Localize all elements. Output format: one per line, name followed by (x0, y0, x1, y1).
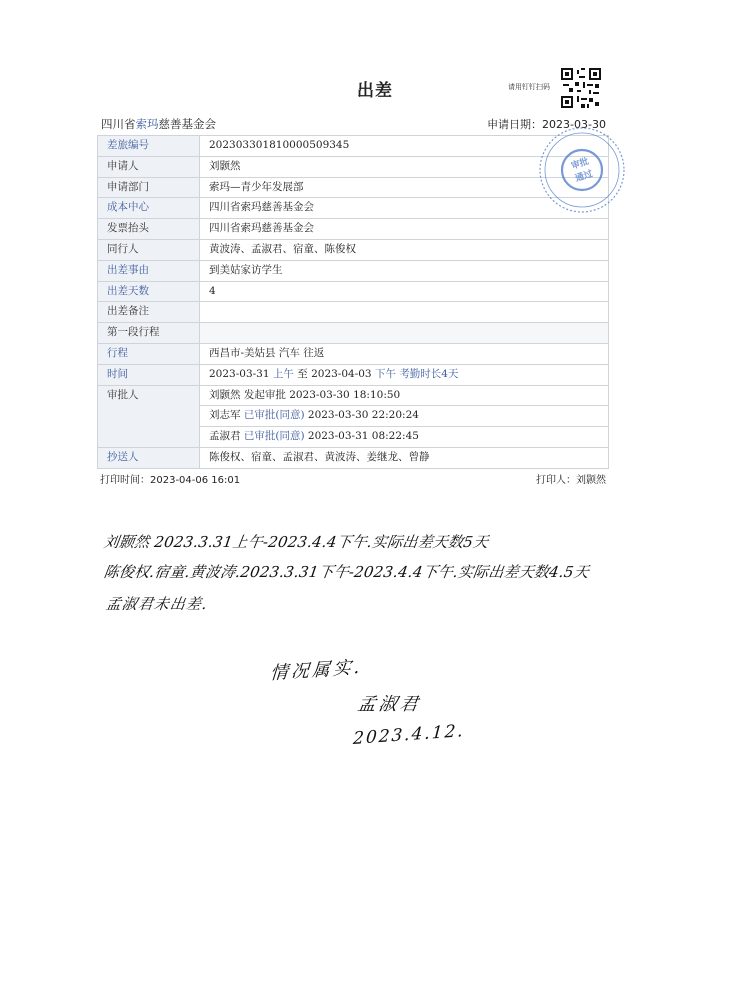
field-label: 出差备注 (98, 302, 200, 323)
time-duration: 考勤时长4天 (399, 367, 459, 380)
cc-value: 陈俊权、宿童、孟淑君、黄波涛、姜继龙、曾静 (200, 447, 609, 468)
approver-action: 已审批(同意) (243, 430, 305, 443)
travel-details-table (97, 135, 609, 469)
section-row (98, 323, 609, 344)
field-value: 四川省索玛慈善基金会 (200, 198, 609, 219)
field-row (98, 260, 609, 281)
time-label: 时间 (98, 364, 200, 385)
approver-entry (200, 385, 609, 406)
field-row (98, 156, 609, 177)
field-value: 202303301810000509345 (200, 136, 609, 157)
handwritten-signature: 孟淑君 (356, 694, 423, 715)
approver-time: 2023-03-31 08:22:45 (307, 430, 419, 443)
approver-row (98, 427, 609, 448)
itinerary-route-row (98, 343, 609, 364)
time-value (200, 364, 609, 385)
print-time: 打印时间：2023-04-06 16:01 (100, 475, 241, 486)
document-title: 出差 (357, 81, 393, 101)
time-time-start: 2023-03-31 (209, 367, 270, 380)
handwritten-note-line1: 刘颢然 2023.3.31上午-2023.4.4下午.实际出差天数5天 (102, 533, 490, 551)
apply-date: 申请日期：2023-03-30 (487, 118, 606, 131)
approvers-label-spacer (98, 406, 200, 427)
approver-name: 刘志军 (209, 409, 241, 422)
section-title: 第一段行程 (98, 323, 200, 344)
time-time-start-half: 上午 (272, 367, 294, 380)
approvers-label: 审批人 (98, 385, 200, 406)
field-value: 到美姑家访学生 (200, 260, 609, 281)
approver-entry (200, 427, 609, 448)
cc-row (98, 447, 609, 468)
qr-code-icon (561, 68, 601, 108)
field-row (98, 198, 609, 219)
field-label: 申请部门 (98, 177, 200, 198)
approvers-label-spacer (98, 427, 200, 448)
field-value: 黄波涛、孟淑君、宿童、陈俊权 (200, 239, 609, 260)
approver-row (98, 406, 609, 427)
field-value: 索玛—青少年发展部 (200, 177, 609, 198)
stamp-text-line2: 通过 (574, 169, 595, 185)
field-label: 差旅编号 (98, 136, 200, 157)
scan-hint: 请用钉钉扫码 (508, 83, 550, 91)
stamp-text-line1: 审批 (570, 156, 591, 172)
approver-entry (200, 406, 609, 427)
organization-name: 四川省索玛慈善基金会 (101, 117, 216, 131)
handwritten-confirmation: 情况属实. (269, 656, 364, 685)
field-label: 出差天数 (98, 281, 200, 302)
field-row (98, 177, 609, 198)
field-row (98, 136, 609, 157)
field-value (200, 302, 609, 323)
printer: 打印人：刘颢然 (536, 475, 606, 486)
approver-action: 已审批(同意) (243, 409, 305, 422)
handwritten-note-line3: 孟淑君未出差. (104, 595, 209, 613)
field-label: 申请人 (98, 156, 200, 177)
approver-action: 发起审批 (243, 388, 286, 401)
approver-time: 2023-03-30 18:10:50 (289, 388, 401, 401)
field-value: 4 (200, 281, 609, 302)
field-label: 发票抬头 (98, 219, 200, 240)
approver-name: 孟淑君 (209, 430, 241, 443)
itinerary-time-row (98, 364, 609, 385)
route-value: 西昌市-美姑县 汽车 往返 (200, 343, 609, 364)
section-filler (200, 323, 609, 344)
field-row (98, 302, 609, 323)
field-label: 同行人 (98, 239, 200, 260)
approver-name: 刘颢然 (209, 388, 241, 401)
approver-time: 2023-03-30 22:20:24 (307, 409, 419, 422)
handwritten-note-line2: 陈俊权.宿童.黄波涛.2023.3.31下午-2023.4.4下午.实际出差天数4.5天 (102, 563, 591, 581)
time-time-end-half: 下午 (374, 367, 396, 380)
approved-stamp-icon (536, 124, 628, 216)
route-label: 行程 (98, 343, 200, 364)
field-label: 出差事由 (98, 260, 200, 281)
cc-label: 抄送人 (98, 447, 200, 468)
field-row (98, 239, 609, 260)
handwritten-date: 2023.4.12. (352, 721, 466, 749)
time-time-end: 2023-04-03 (311, 367, 372, 380)
time-time-to: 至 (297, 367, 308, 380)
field-value: 四川省索玛慈善基金会 (200, 219, 609, 240)
field-row (98, 281, 609, 302)
approver-row (98, 385, 609, 406)
field-label: 成本中心 (98, 198, 200, 219)
field-row (98, 219, 609, 240)
field-value: 刘颢然 (200, 156, 609, 177)
